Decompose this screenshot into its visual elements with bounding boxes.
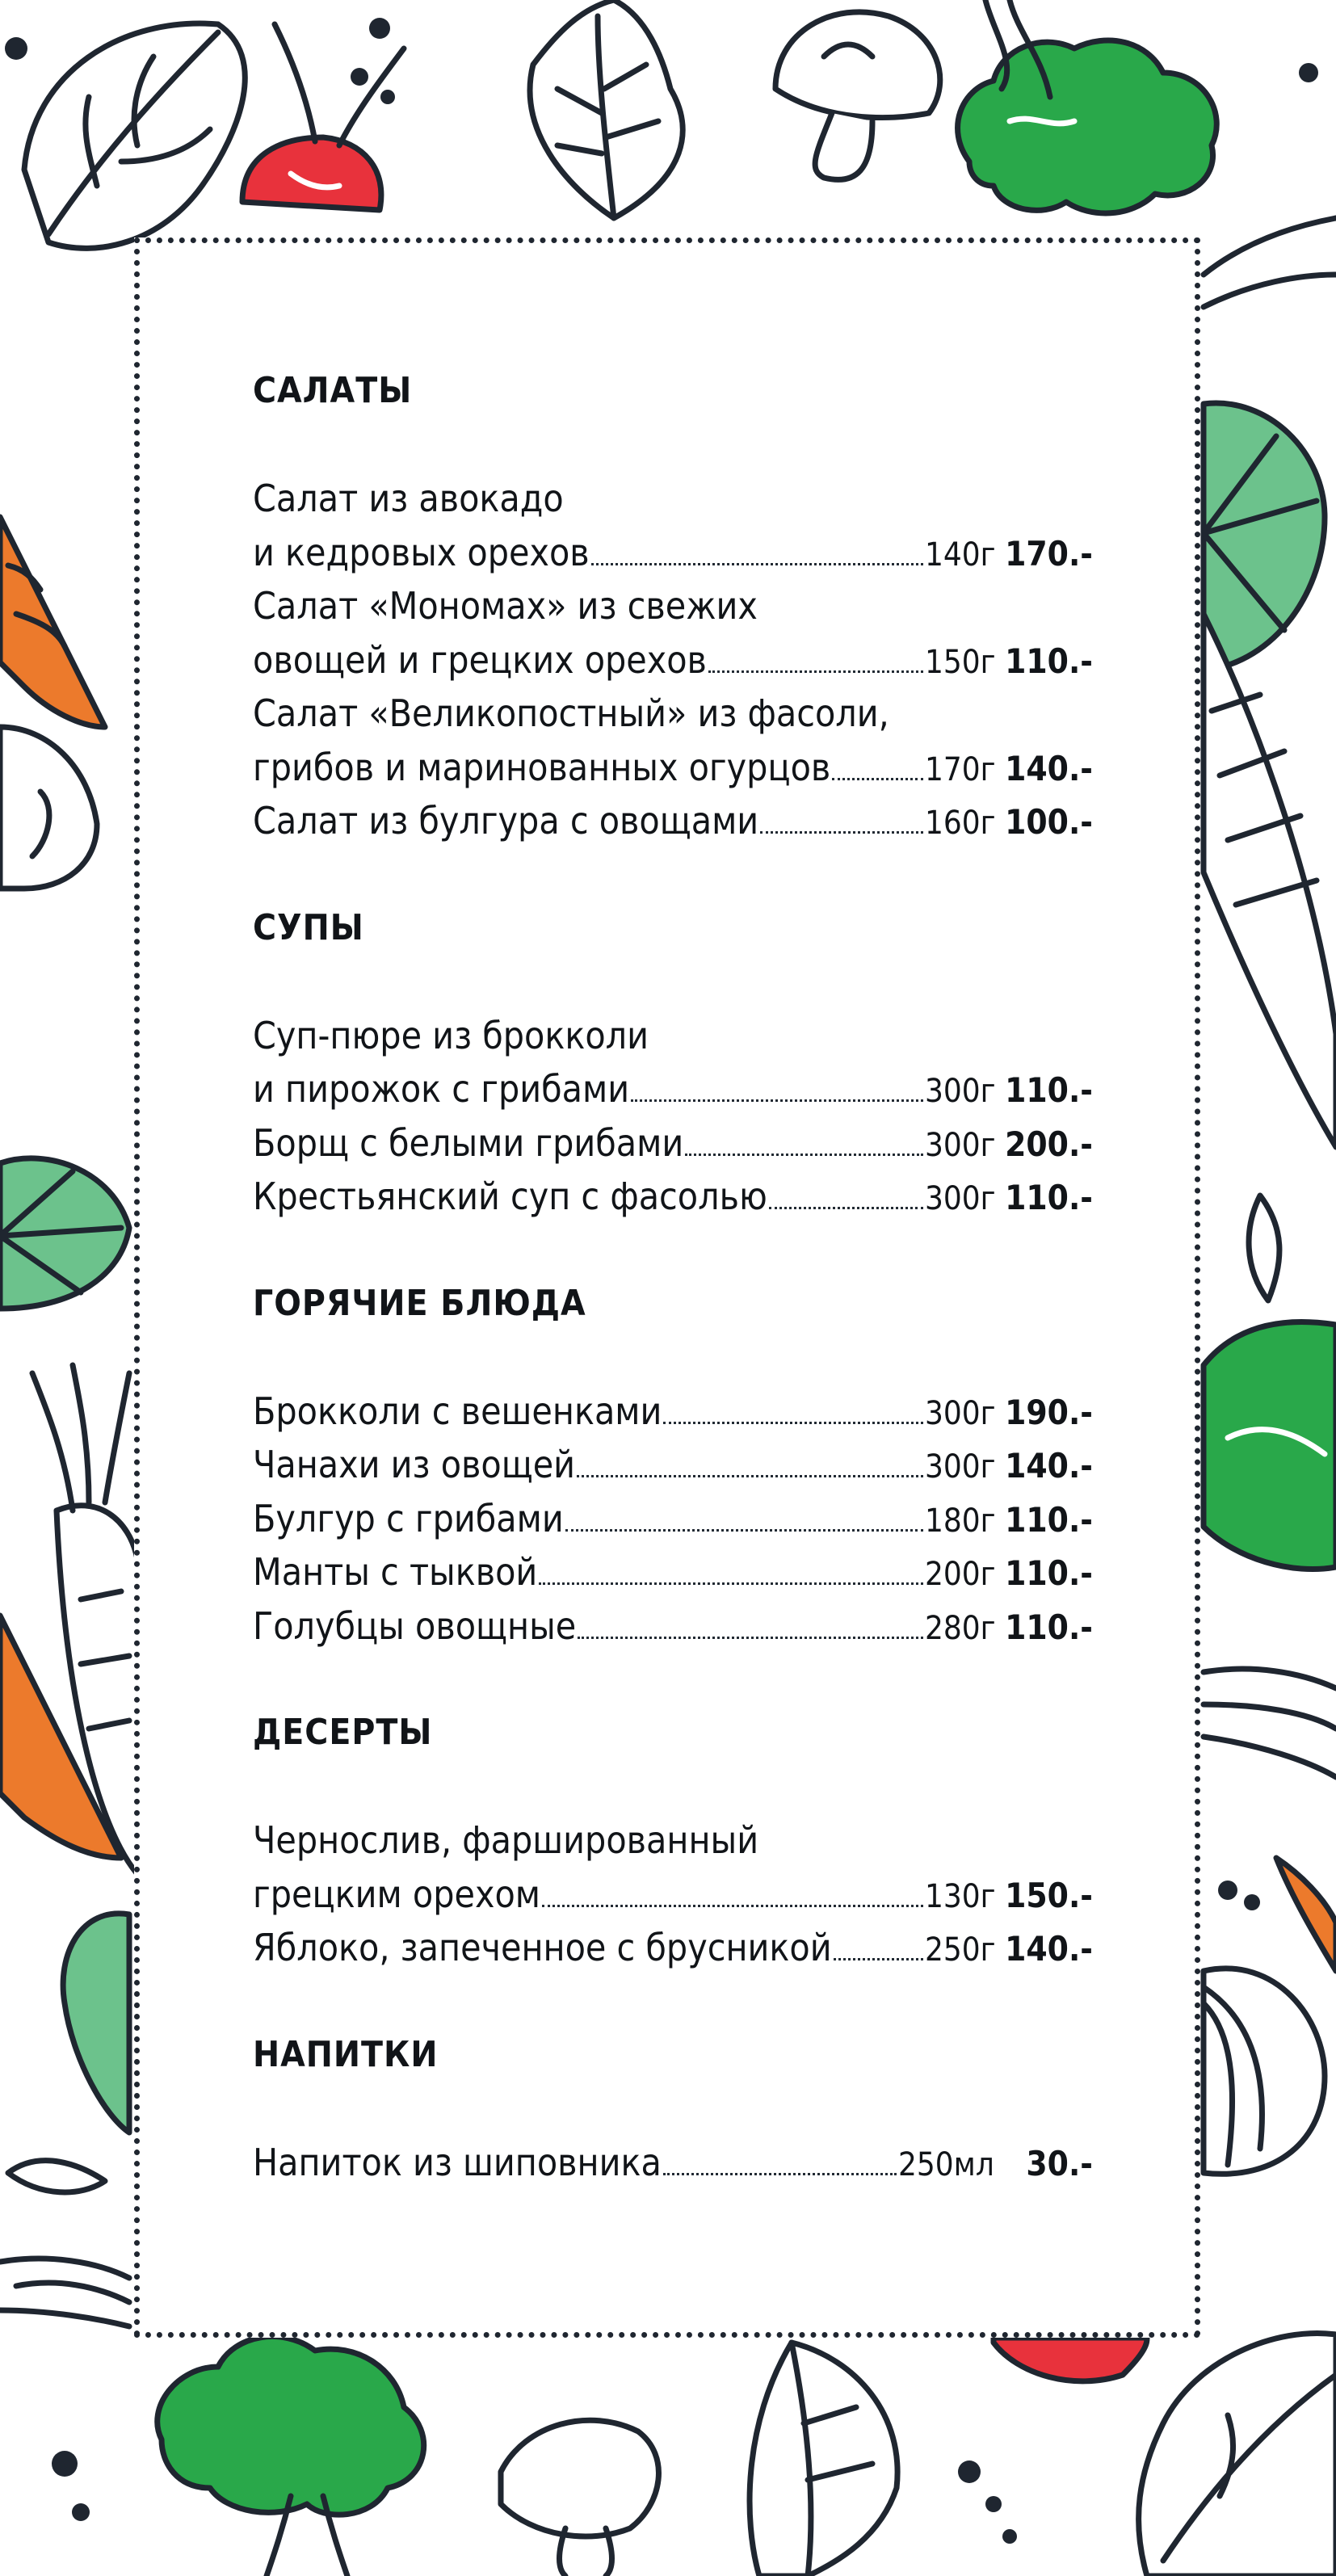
item-name-first-line: Суп-пюре из брокколи	[253, 1013, 649, 1057]
item-price: 110.-	[1005, 641, 1093, 681]
menu-item	[253, 1385, 1093, 1439]
item-row	[253, 1170, 1093, 1224]
item-name: грибов и маринованных огурцов	[253, 745, 831, 789]
broccoli-icon	[158, 2337, 424, 2576]
item-row	[253, 1385, 1093, 1439]
item-price: 110.-	[1005, 1499, 1093, 1540]
dotted-leader	[577, 1475, 923, 1477]
leaf-icon	[1249, 1196, 1279, 1301]
item-row	[253, 741, 1093, 795]
menu-item	[253, 1116, 1093, 1170]
radish-icon	[242, 24, 404, 210]
section-title: ГОРЯЧИЕ БЛЮДА	[253, 1282, 586, 1324]
menu-item	[253, 2136, 1093, 2190]
item-name: Чанахи из овощей	[253, 1443, 576, 1486]
item-name: Салат из булгура с овощами	[253, 799, 759, 843]
item-price: 140.-	[1005, 1929, 1093, 1969]
menu-item	[253, 687, 1093, 794]
item-row	[253, 1545, 1093, 1599]
section-title: НАПИТКИ	[253, 2033, 439, 2075]
item-name: Напиток из шиповника	[253, 2140, 662, 2184]
item-name: и кедровых орехов	[253, 530, 590, 574]
carrot-icon	[0, 517, 105, 727]
item-row	[253, 1116, 1093, 1170]
menu-section	[253, 1706, 1093, 1975]
dotted-leader	[539, 1582, 923, 1585]
item-name-first-line: Салат «Мономах» из свежих	[253, 584, 758, 628]
item-weight: 150г	[925, 643, 996, 681]
dotted-leader	[685, 1154, 923, 1156]
item-name: Брокколи с вешенками	[253, 1389, 662, 1433]
mushroom-icon	[501, 2420, 658, 2576]
dotted-leader	[708, 670, 923, 673]
oak-leaf-icon	[530, 0, 683, 218]
title-spacer	[253, 2082, 1093, 2136]
section-spacer	[253, 1653, 1093, 1706]
item-weight: 300г	[925, 1126, 996, 1164]
item-price: 170.-	[1005, 533, 1093, 574]
item-weight: 170г	[925, 750, 996, 788]
item-name: Борщ с белыми грибами	[253, 1120, 684, 1165]
menu-panel	[134, 237, 1200, 2338]
item-weight: 140г	[925, 536, 996, 574]
menu-item	[253, 472, 1093, 579]
item-price: 110.-	[1005, 1607, 1093, 1647]
section-title: ДЕСЕРТЫ	[253, 1712, 433, 1753]
lettuce-leaf-icon	[1139, 2333, 1336, 2576]
lime-slice-icon	[0, 1158, 129, 1309]
menu-section	[253, 2028, 1093, 2190]
item-row	[253, 794, 1093, 848]
section-spacer	[253, 1975, 1093, 2028]
section-title: СУПЫ	[253, 906, 364, 948]
item-price: 150.-	[1005, 1875, 1093, 1915]
title-spacer	[253, 1330, 1093, 1385]
item-price: 100.-	[1005, 802, 1093, 842]
title-spacer	[253, 1759, 1093, 1813]
parsnip-icon	[1204, 614, 1336, 1147]
menu-item	[253, 579, 1093, 687]
dotted-leader	[832, 778, 923, 780]
mushroom-icon	[0, 727, 97, 889]
item-row	[253, 1599, 1093, 1654]
menu-item	[253, 1921, 1093, 1975]
item-price: 190.-	[1005, 1392, 1093, 1432]
item-name: Яблоко, запеченное с брусникой	[253, 1926, 832, 1969]
dotted-leader	[631, 1099, 923, 1102]
section-spacer	[253, 848, 1093, 901]
section-title: САЛАТЫ	[253, 370, 413, 411]
menu-item	[253, 1813, 1093, 1921]
mushroom-icon	[775, 12, 940, 180]
item-weight: 160г	[925, 805, 996, 842]
item-weight: 250г	[925, 1931, 996, 1969]
broccoli-icon	[958, 0, 1217, 213]
dotted-leader	[663, 2173, 897, 2175]
menu-item	[253, 1545, 1093, 1599]
dotted-leader	[760, 831, 923, 834]
carrot-icon	[1276, 1858, 1336, 1971]
item-row	[253, 526, 1093, 580]
oak-leaf-icon	[750, 2343, 897, 2576]
item-row	[253, 633, 1093, 687]
item-price: 140.-	[1005, 748, 1093, 788]
menu-list	[253, 364, 1093, 2189]
section-spacer	[253, 1224, 1093, 1277]
item-name: овощей и грецких орехов	[253, 637, 707, 682]
menu-item	[253, 1492, 1093, 1546]
item-row	[253, 1492, 1093, 1546]
item-name-first-line: Салат «Великопостный» из фасоли,	[253, 691, 889, 735]
item-weight: 300г	[925, 1448, 996, 1486]
menu-item	[253, 1599, 1093, 1654]
item-weight: 300г	[925, 1394, 996, 1432]
item-name-first-line: Чернослив, фаршированный	[253, 1818, 759, 1862]
dotted-leader	[834, 1958, 923, 1960]
item-weight: 130г	[925, 1877, 996, 1915]
item-price: 110.-	[1005, 1070, 1093, 1110]
menu-item	[253, 1009, 1093, 1116]
menu-section	[253, 364, 1093, 848]
item-row	[253, 1868, 1093, 1922]
radish-icon	[994, 2338, 1147, 2381]
item-name: Булгур с грибами	[253, 1496, 564, 1540]
item-weight: 250мл	[898, 2145, 994, 2183]
item-name: грецким орехом	[253, 1872, 540, 1916]
item-row	[253, 2136, 1093, 2190]
item-price: 110.-	[1005, 1178, 1093, 1217]
menu-section	[253, 1277, 1093, 1654]
menu-item	[253, 1170, 1093, 1224]
item-row	[253, 1062, 1093, 1116]
dotted-leader	[769, 1207, 923, 1209]
item-name: Манты с тыквой	[253, 1550, 538, 1594]
dotted-leader	[542, 1905, 923, 1907]
lime-slice-icon	[1204, 403, 1325, 670]
menu-item	[253, 1438, 1093, 1492]
lime-slice-icon	[63, 1914, 129, 2133]
item-name: и пирожок с грибами	[253, 1067, 630, 1111]
dotted-leader	[591, 563, 923, 565]
onion-icon	[1204, 1969, 1325, 2174]
item-weight: 180г	[925, 1502, 996, 1540]
item-weight: 200г	[925, 1556, 996, 1593]
lettuce-leaf-icon	[24, 23, 245, 248]
item-weight: 300г	[925, 1073, 996, 1110]
dotted-leader	[578, 1637, 923, 1639]
dotted-leader	[663, 1422, 923, 1424]
title-spacer	[253, 418, 1093, 472]
item-weight: 280г	[925, 1609, 996, 1647]
item-name: Голубцы овощные	[253, 1603, 577, 1648]
menu-section	[253, 901, 1093, 1224]
item-row	[253, 1438, 1093, 1492]
item-row	[253, 1921, 1093, 1975]
title-spacer	[253, 955, 1093, 1009]
broccoli-icon	[1204, 1322, 1336, 1570]
dotted-leader	[565, 1529, 923, 1532]
item-weight: 300г	[925, 1180, 996, 1217]
item-name-first-line: Салат из авокадо	[253, 477, 564, 520]
item-price: 110.-	[1005, 1553, 1093, 1593]
item-name: Крестьянский суп с фасолью	[253, 1175, 767, 1218]
menu-item	[253, 794, 1093, 848]
item-price: 200.-	[1005, 1124, 1093, 1164]
item-price: 30.-	[1026, 2143, 1093, 2183]
item-price: 140.-	[1005, 1446, 1093, 1486]
herb-sprig-icon	[0, 2161, 129, 2326]
